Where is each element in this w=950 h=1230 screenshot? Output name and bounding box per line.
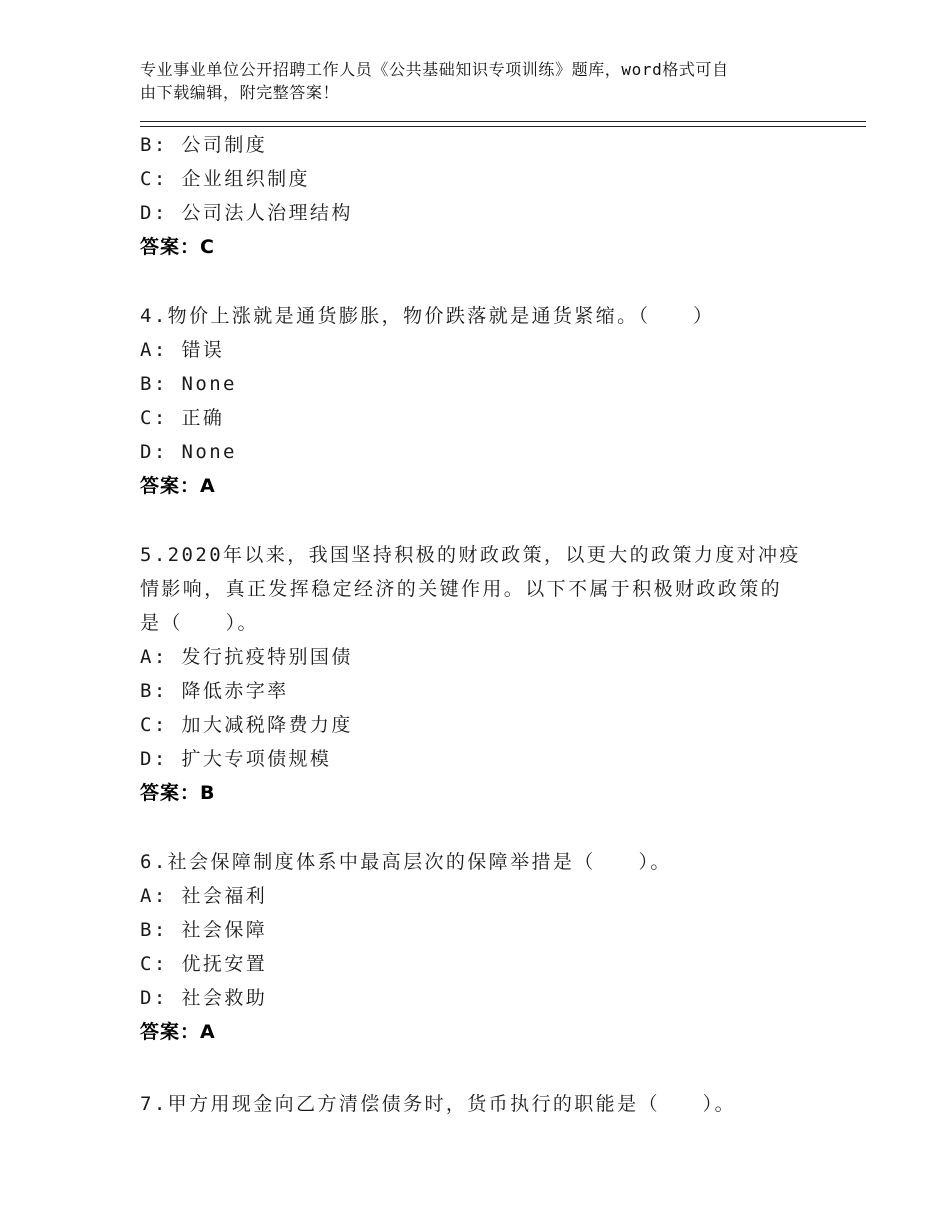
question-7 <box>140 1087 840 1121</box>
option-a: A: 发行抗疫特别国债 <box>140 646 353 668</box>
question-stem-line-3: 是（ ）。 <box>140 612 259 634</box>
option-d: D: None <box>140 441 237 463</box>
option-d: D: 社会救助 <box>140 987 268 1009</box>
option-c: C: 正确 <box>140 407 225 429</box>
answer: 答案：B <box>140 782 216 804</box>
question-stem: 7.甲方用现金向乙方清偿债务时，货币执行的职能是（ ）。 <box>140 1093 736 1115</box>
header-divider-top <box>140 121 866 122</box>
option-b: B: 公司制度 <box>140 134 268 156</box>
question-stem: 4.物价上涨就是通货膨胀，物价跌落就是通货紧缩。（ ） <box>140 305 715 327</box>
question-stem <box>140 538 840 640</box>
answer: 答案：C <box>140 236 215 258</box>
answer: 答案：A <box>140 1021 216 1043</box>
document-header <box>140 58 820 104</box>
question-stem-line-1: 5.2020年以来，我国坚持积极的财政政策，以更大的政策力度对冲疫 <box>140 544 801 566</box>
option-c: C: 企业组织制度 <box>140 168 310 190</box>
option-a: A: 错误 <box>140 339 225 361</box>
question-6 <box>140 845 840 1049</box>
option-b: B: 社会保障 <box>140 919 268 941</box>
header-line-1: 专业事业单位公开招聘工作人员《公共基础知识专项训练》题库，word格式可自 <box>140 60 729 79</box>
header-line-2: 由下载编辑，附完整答案！ <box>140 83 340 102</box>
option-d: D: 扩大专项债规模 <box>140 748 332 770</box>
question-4 <box>140 299 840 503</box>
question-list <box>140 128 840 1121</box>
option-d: D: 公司法人治理结构 <box>140 202 353 224</box>
answer: 答案：A <box>140 475 216 497</box>
header-divider-bottom <box>140 126 866 127</box>
question-3 <box>140 128 840 264</box>
option-c: C: 加大减税降费力度 <box>140 714 353 736</box>
option-a: A: 社会福利 <box>140 885 268 907</box>
option-c: C: 优抚安置 <box>140 953 268 975</box>
question-5 <box>140 538 840 810</box>
question-stem-line-2: 情影响，真正发挥稳定经济的关键作用。以下不属于积极财政政策的 <box>140 578 783 600</box>
option-b: B: 降低赤字率 <box>140 680 289 702</box>
option-b: B: None <box>140 373 237 395</box>
question-stem: 6.社会保障制度体系中最高层次的保障举措是（ ）。 <box>140 851 672 873</box>
